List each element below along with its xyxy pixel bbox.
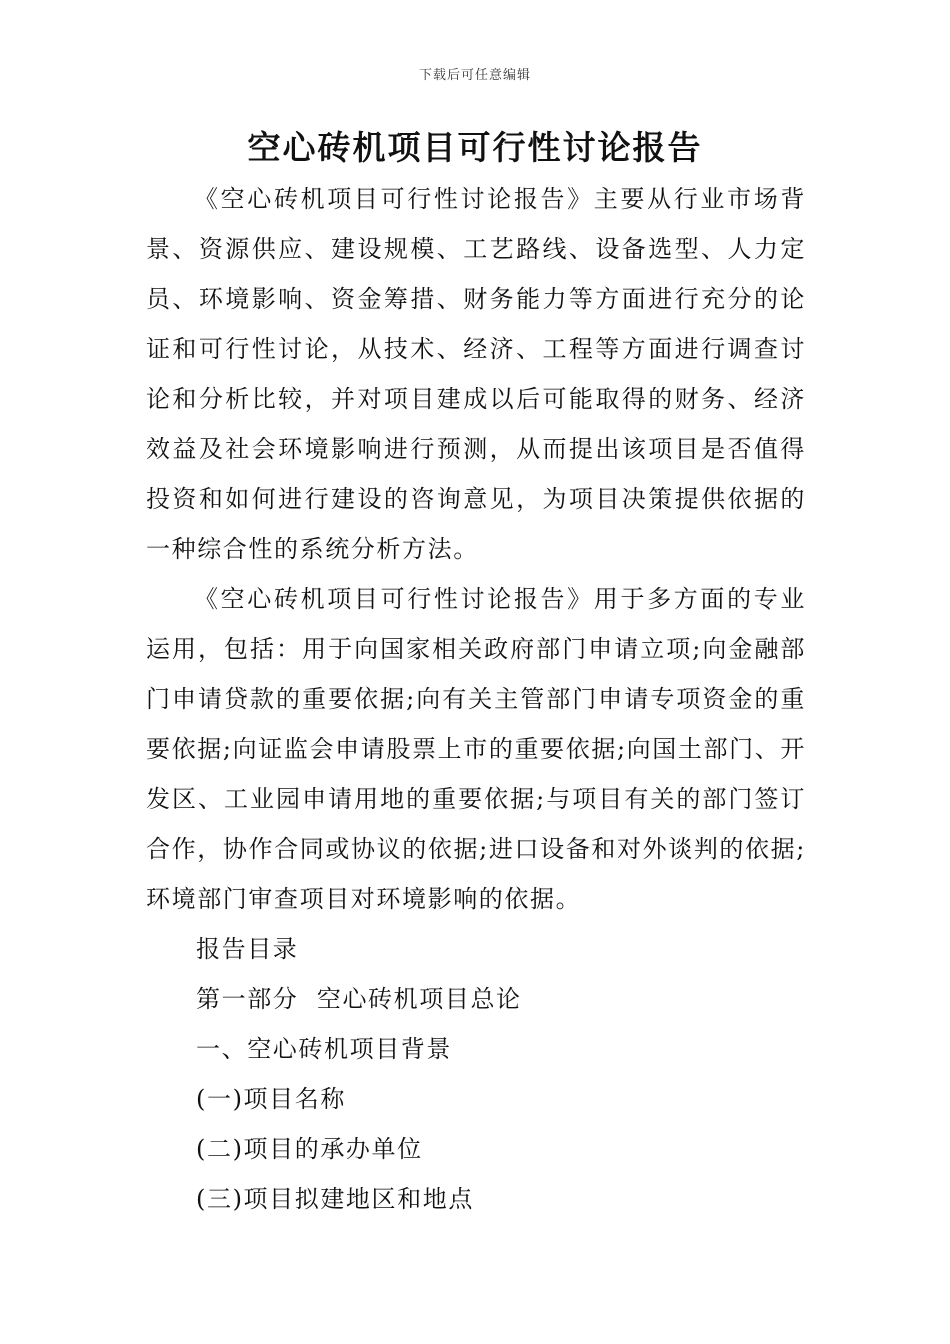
toc-item: 第一部分 空心砖机项目总论 bbox=[196, 985, 522, 1013]
intro-paragraph: 《空心砖机项目可行性讨论报告》主要从行业市场背景、资源供应、建设规模、工艺路线、设备选型、人力定员、环境影响、资金筹措、财务能力等方面进行充分的论证和可行性讨论，从技术、经济、工程等方面进行调查讨论和分析比较，并对项目建成以后可能取得的财务、经济效益及社会环境影响进行预测，从而提出该项目是否值得投资和如何进行建设的咨询意见，为项目决策提供依据的一种综合性的系统分析方法。 bbox=[146, 185, 806, 563]
toc-item: (三)项目拟建地区和地点 bbox=[196, 1185, 474, 1213]
usage-paragraph: 《空心砖机项目可行性讨论报告》用于多方面的专业运用，包括：用于向国家相关政府部门申请立项;向金融部门申请贷款的重要依据;向有关主管部门申请专项资金的重要依据;向证监会申请股票上市的重要依据;向国土部门、开发区、工业园申请用地的重要依据;与项目有关的部门签订合作，协作合同或协议的依据;进口设备和对外谈判的依据;环境部门审查项目对环境影响的依据。 bbox=[146, 585, 806, 913]
toc-heading: 报告目录 bbox=[196, 935, 299, 963]
document-title: 空心砖机项目可行性讨论报告 bbox=[247, 128, 703, 167]
toc-item: (二)项目的承办单位 bbox=[196, 1135, 423, 1163]
page-header-note: 下载后可任意编辑 bbox=[418, 68, 531, 83]
table-of-contents bbox=[146, 924, 806, 1224]
toc-item: 一、空心砖机项目背景 bbox=[196, 1035, 452, 1063]
toc-item: (一)项目名称 bbox=[196, 1085, 346, 1113]
document-body bbox=[146, 174, 806, 1224]
